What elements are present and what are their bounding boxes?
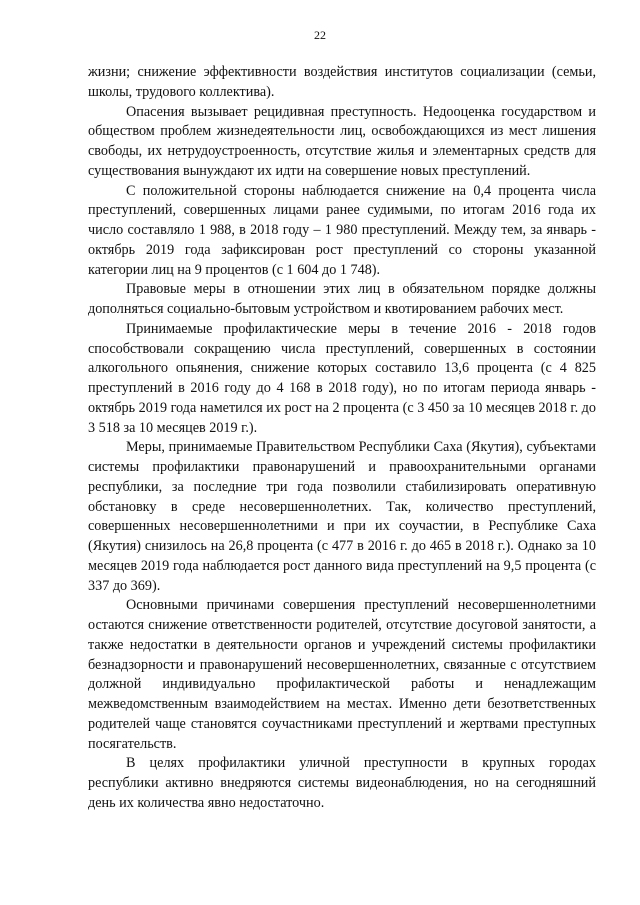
paragraph-juvenile-causes: Основными причинами совершения преступлений несовершеннолетними остаются снижение ответственности родителей, отсутствие досуговой занятости, а также недостатки в деятельности органов и учреждений системы профилактики безнадзорности и правонарушений несовершеннолетних, связанные с отсутствием должной индивидуально профилактической работы и ненадлежащим межведомственным взаимодействием на местах. Именно дети безответственных родителей чаще становятся соучастниками преступлений и жертвами преступных посягательств. [88,597,596,752]
paragraph-previously-convicted: С положительной стороны наблюдается снижение на 0,4 процента числа преступлений, совершенных лицами ранее судимыми, по итогам 2016 года их число составляло 1 988, в 2018 году – 1 980 преступлений. Между тем, за январь - октябрь 2019 года зафиксирован рост преступлений со стороны указанной категории лиц на 9 процентов (с 1 604 до 1 748). [88,182,596,278]
paragraph-recidivism: Опасения вызывает рецидивная преступность. Недооценка государством и обществом проблем жизнедеятельности лиц, освобождающихся из мест лишения свободы, их нетрудоустроенность, отсутствие жилья и элементарных средств для существования вынуждают их идти на совершение новых преступлений. [88,103,596,179]
paragraph-street-crime: В целях профилактики уличной преступности в крупных городах республики активно внедряются системы видеонаблюдения, но на сегодняшний день их количества явно недостаточно. [88,755,596,811]
paragraph-alcohol-crimes: Принимаемые профилактические меры в течение 2016 - 2018 годов способствовали сокращению числа преступлений, совершенных в состоянии алкогольного опьянения, снижение которых составило 13,6 процента (с 4 825 преступлений в 2016 году до 4 168 в 2018 году), но по итогам периода январь - октябрь 2019 года наметился их рост на 2 процента (с 3 450 за 10 месяцев 2018 г. до 3 518 за 10 месяцев 2019 г.). [88,320,596,436]
document-body [88,63,596,814]
paragraph-legal-measures: Правовые меры в отношении этих лиц в обязательном порядке должны дополняться социально-бытовым устройством и квотированием рабочих мест. [88,281,596,317]
page-number: 22 [314,28,326,42]
paragraph-socialization: жизни; снижение эффективности воздействия институтов социализации (семьи, школы, трудового коллектива). [88,64,596,100]
paragraph-juvenile-crimes: Меры, принимаемые Правительством Республики Саха (Якутия), субъектами системы профилактики правонарушений и правоохранительными органами республики, за последние три года позволили стабилизировать оперативную обстановку в среде несовершеннолетних. Так, количество преступлений, совершенных несовершеннолетними и при их соучастии, в Республике Саха (Якутия) снизилось на 26,8 процента (с 477 в 2016 г. до 465 в 2018 г.). Однако за 10 месяцев 2019 года наблюдается рост данного вида преступлений на 9,5 процента (с 337 до 369). [88,439,596,594]
